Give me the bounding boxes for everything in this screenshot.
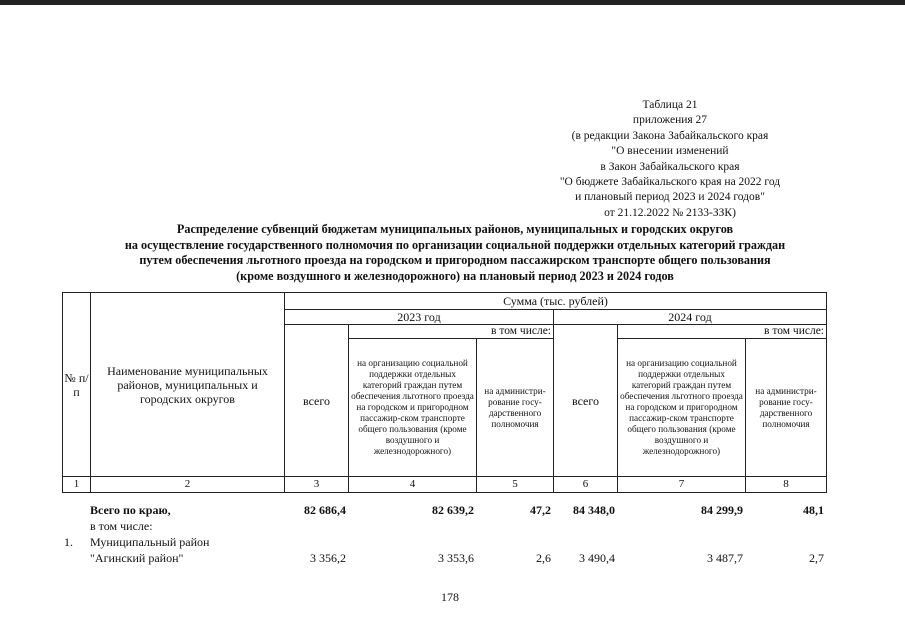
col-number: 8: [746, 477, 827, 493]
row-name: "Агинский район": [90, 551, 184, 565]
appendix-line: в Закон Забайкальского края: [600, 160, 740, 173]
col-number: 7: [618, 477, 746, 493]
appendix-line: (в редакции Закона Забайкальского края: [571, 129, 769, 142]
col-number: 2: [91, 477, 285, 493]
col-number: 3: [285, 477, 349, 493]
header-col-name: Наименование муниципальных районов, муниципальных и городских округов: [91, 293, 285, 477]
header-total-2023: всего: [285, 325, 349, 477]
appendix-line: Таблица 21: [642, 99, 698, 111]
title-line: путем обеспечения льготного проезда на городском и пригородном пассажирском транспорте общего пользования: [139, 253, 771, 268]
header-col-num: № п/п: [63, 293, 91, 477]
cell-2024-total: 84 348,0: [573, 503, 615, 517]
cell-2023-admin: 47,2: [530, 503, 551, 517]
table-row: [62, 535, 826, 551]
header-incl-2024: в том числе:: [618, 325, 827, 339]
title-line: (кроме воздушного и железнодорожного) на плановый период 2023 и 2024 годов: [236, 268, 674, 283]
header-admin-2023: на администри-рование госу-дарственного полномочия: [477, 339, 554, 477]
cell-2024-admin: 48,1: [803, 503, 824, 517]
header-org-2024: на организацию социальной поддержки отдельных категорий граждан путем обеспечения льготного проезда на городском и пригородном пассажир-ском транспорте общего пользования (кроме воздушного и железнодорожного): [618, 339, 746, 477]
table-row: [62, 551, 826, 567]
cell-2024-org: 84 299,9: [701, 503, 743, 517]
header-incl-2023: в том числе:: [349, 325, 554, 339]
header-total-2024: всего: [554, 325, 618, 477]
appendix-line: "О внесении изменений: [611, 145, 729, 158]
col-number: 4: [349, 477, 477, 493]
cell-2024-org: 3 487,7: [707, 551, 743, 565]
page-number: 178: [441, 590, 459, 604]
table-row: [62, 519, 826, 535]
scan-top-border: [0, 0, 905, 5]
col-number: 1: [63, 477, 91, 493]
header-org-2023: на организацию социальной поддержки отдельных категорий граждан путем обеспечения льготного проезда на городском и пригородном пассажир-ском транспорте общего пользования (кроме воздушного и железнодорожного): [349, 339, 477, 477]
row-number: 1.: [64, 535, 73, 549]
col-number: 5: [477, 477, 554, 493]
header-year-2023: 2023 год: [285, 310, 554, 325]
subsidy-table-header: [62, 292, 827, 493]
header-year-2024: 2024 год: [554, 310, 827, 325]
row-name: в том числе:: [90, 519, 153, 533]
appendix-line: и плановый период 2023 и 2024 годов": [575, 191, 765, 204]
cell-2023-org: 3 353,6: [438, 551, 474, 565]
header-admin-2024: на администри-рование госу-дарственного полномочия: [746, 339, 827, 477]
title-line: на осуществление государственного полномочия по организации социальной поддержки отдельных категорий граждан: [124, 237, 786, 252]
cell-2024-total: 3 490,4: [579, 551, 615, 565]
cell-2023-org: 82 639,2: [432, 503, 474, 517]
appendix-line: от 21.12.2022 № 2133-ЗЗК): [604, 206, 736, 219]
appendix-header: [520, 98, 820, 221]
cell-2024-admin: 2,7: [809, 551, 824, 565]
title-line: Распределение субвенций бюджетам муниципальных районов, муниципальных и городских округов: [176, 222, 734, 236]
row-name: Муниципальный район: [90, 535, 210, 549]
cell-2023-total: 3 356,2: [310, 551, 346, 565]
cell-2023-admin: 2,6: [536, 551, 551, 565]
header-sum: Сумма (тыс. рублей): [285, 293, 827, 310]
document-title: [40, 222, 870, 284]
appendix-line: приложения 27: [632, 114, 708, 127]
cell-2023-total: 82 686,4: [304, 503, 346, 517]
row-name: Всего по краю,: [90, 503, 171, 517]
table-row-total: [62, 503, 826, 519]
appendix-line: "О бюджете Забайкальского края на 2022 год: [559, 176, 781, 189]
col-number: 6: [554, 477, 618, 493]
